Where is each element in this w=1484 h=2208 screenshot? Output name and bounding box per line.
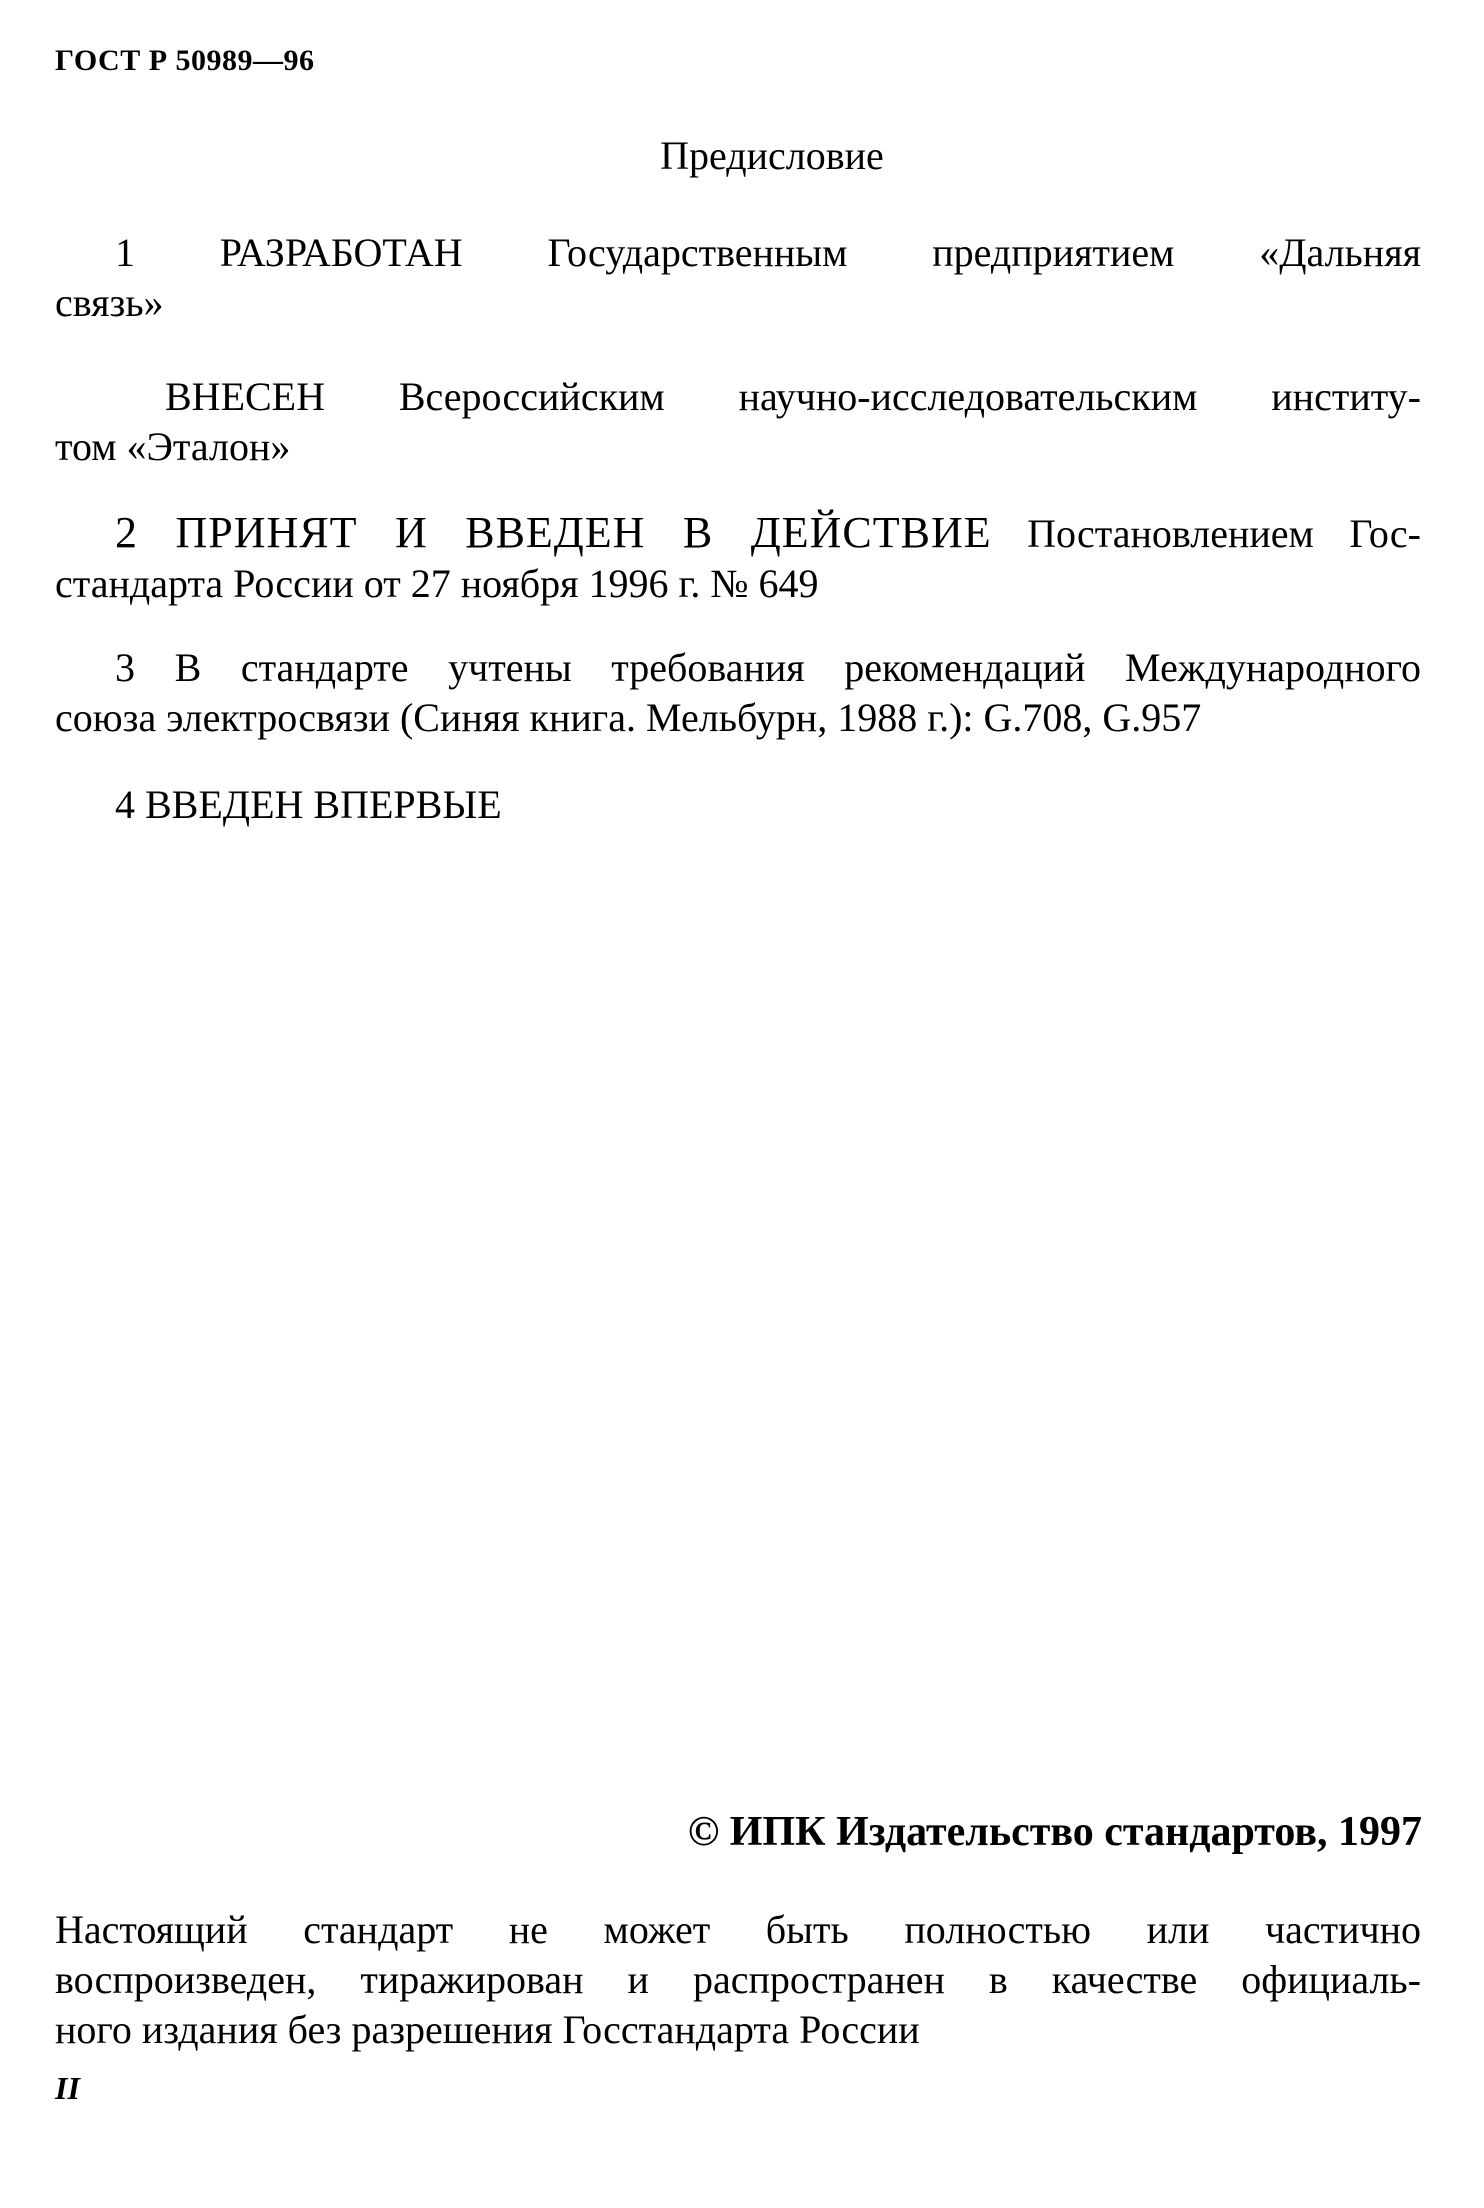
preface-item-2-text: Постановлением Гос- [1027,511,1421,556]
preface-item-1-introduced-text: Всероссийским научно-исследовательским институ- [398,374,1421,419]
preface-item-3-text-1: 3 В стандарте учтены требования рекомендаций Международного [115,645,1421,690]
reproduction-notice-line-3: ного издания без разрешения Госстандарта России [55,2007,920,2052]
preface-item-3-line-2: союза электросвязи (Синяя книга. Мельбурн, 1988 г.): G.708, G.957 [55,695,1202,740]
preface-item-1-line-1 [55,228,1421,278]
preface-item-1-line-2: связь» [55,280,164,325]
reproduction-notice [55,1905,1421,2055]
preface-item-2 [55,508,1421,609]
reproduction-notice-text-1: Настоящий стандарт не может быть полностью или частично [55,1907,1421,1952]
preface-item-4 [55,780,1421,830]
preface-item-3-line-1 [55,643,1421,693]
preface-item-2-label: 2 ПРИНЯТ И ВВЕДЕН В ДЕЙСТВИЕ [115,508,992,557]
preface-item-1 [55,228,1421,328]
reproduction-notice-line-1 [55,1905,1421,1955]
preface-item-1-text: Государственным предприятием «Дальняя [547,230,1421,275]
preface-item-1-introduced-line-2: том «Эталон» [55,424,291,469]
preface-item-4-text: 4 ВВЕДЕН ВПЕРВЫЕ [115,782,502,827]
preface-item-3 [55,643,1421,743]
standard-code-header: ГОСТ Р 50989—96 [55,44,315,77]
preface-item-4-line-1 [55,780,1421,830]
preface-item-2-line-1 [55,508,1421,559]
preface-item-1-introduced-line-1 [55,372,1421,422]
preface-item-1-introduced [55,372,1421,472]
page-number: II [55,2070,80,2106]
page-title: Предисловие [660,133,884,178]
preface-item-1-introduced-label: ВНЕСЕН [165,374,325,419]
preface-item-1-label: 1 РАЗРАБОТАН [115,230,463,275]
copyright-notice: © ИПК Издательство стандартов, 1997 [687,1809,1422,1855]
preface-item-2-line-2: стандарта России от 27 ноября 1996 г. № 649 [55,561,819,606]
reproduction-notice-line-2: воспроизведен, тиражирован и распространен в качестве официаль- [55,1957,1421,2002]
